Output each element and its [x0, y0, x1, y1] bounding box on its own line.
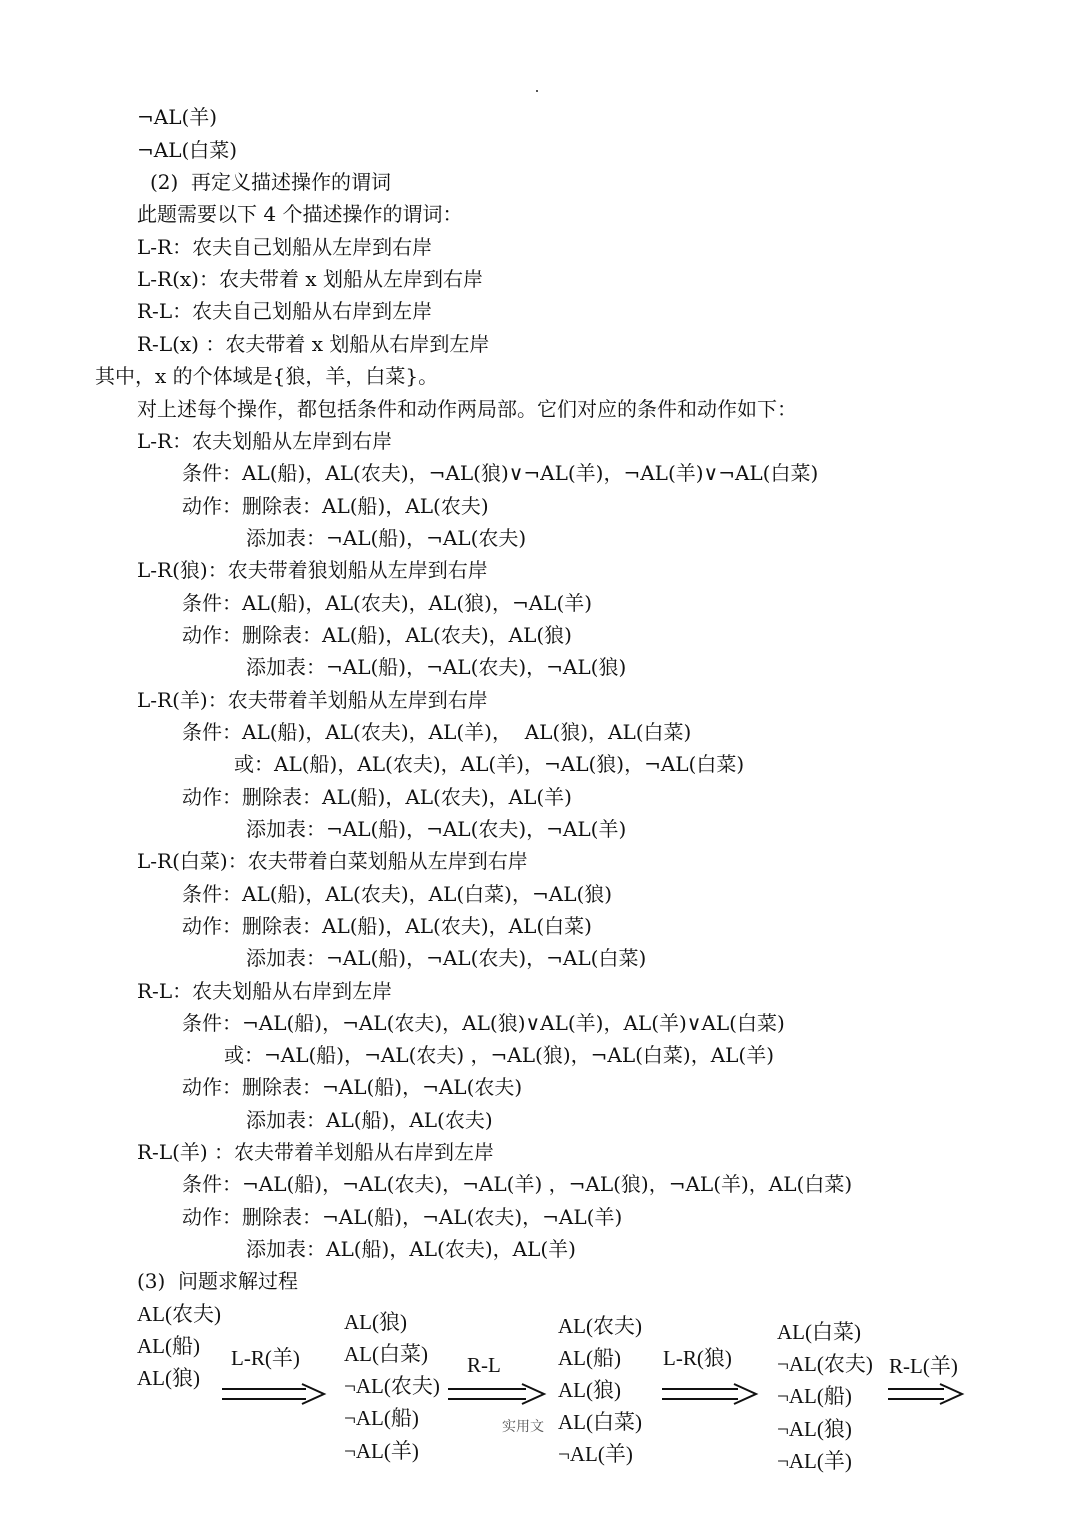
- state-1-fact: ¬AL(船): [344, 1406, 419, 1430]
- text-line: R-L(x) ：农夫带着 x 划船从右岸到左岸: [137, 332, 490, 356]
- condition-line: 条件：AL(船)，AL(农夫)，AL(狼)，¬AL(羊): [182, 591, 593, 615]
- state-2-fact: AL(农夫): [558, 1314, 642, 1338]
- section-heading: (3) 问题求解过程: [137, 1269, 299, 1293]
- action-line: 动作：删除表：AL(船)，AL(农夫): [182, 494, 489, 518]
- condition-line: 条件：¬AL(船)，¬AL(农夫)，AL(狼)∨AL(羊)，AL(羊)∨AL(白菜): [182, 1011, 785, 1035]
- operator-label: R-L: [467, 1353, 501, 1377]
- condition-alt-line: 或：AL(船)，AL(农夫)，AL(羊)，¬AL(狼)，¬AL(白菜): [234, 752, 745, 776]
- operator-heading: L-R(羊)：农夫带着羊划船从左岸到右岸: [137, 688, 488, 712]
- state-0-fact: AL(船): [137, 1334, 200, 1358]
- action-line: 动作：删除表：AL(船)，AL(农夫)，AL(羊): [182, 785, 572, 809]
- text-line: R-L：农夫自己划船从右岸到左岸: [137, 299, 433, 323]
- text-line: 其中，x 的个体域是{狼，羊，白菜}。: [95, 364, 439, 388]
- condition-alt-line: 或：¬AL(船)，¬AL(农夫) ，¬AL(狼)，¬AL(白菜)，AL(羊): [224, 1043, 775, 1067]
- section-heading: (2) 再定义描述操作的谓词: [150, 170, 392, 194]
- state-2-fact: AL(船): [558, 1346, 621, 1370]
- state-3-fact: ¬AL(狼): [777, 1417, 852, 1441]
- text-line: L-R(x)：农夫带着 x 划船从左岸到右岸: [137, 267, 483, 291]
- add-list-line: 添加表：¬AL(船)，¬AL(农夫)，¬AL(狼): [246, 655, 627, 679]
- add-list-line: 添加表：¬AL(船)，¬AL(农夫)，¬AL(白菜): [246, 946, 647, 970]
- double-arrow-icon: [888, 1384, 966, 1406]
- state-0-fact: AL(农夫): [137, 1302, 221, 1326]
- watermark: 实用文: [502, 1419, 544, 1435]
- state-2-fact: ¬AL(羊): [558, 1442, 633, 1466]
- condition-line: 条件：AL(船)，AL(农夫)，¬AL(狼)∨¬AL(羊)，¬AL(羊)∨¬AL(白菜): [182, 461, 819, 485]
- operator-label: L-R(羊): [231, 1346, 300, 1370]
- condition-line: 条件：AL(船)，AL(农夫)，AL(羊)， AL(狼)，AL(白菜): [182, 720, 692, 744]
- state-1-fact: ¬AL(农夫): [344, 1374, 440, 1398]
- state-3-fact: ¬AL(农夫): [777, 1352, 873, 1376]
- state-3-fact: ¬AL(羊): [777, 1449, 852, 1473]
- operator-heading: L-R(狼)：农夫带着狼划船从左岸到右岸: [137, 558, 488, 582]
- state-1-fact: AL(白菜): [344, 1342, 428, 1366]
- double-arrow-icon: [448, 1384, 546, 1406]
- double-arrow-icon: [662, 1384, 758, 1406]
- operator-heading: R-L：农夫划船从右岸到左岸: [137, 979, 393, 1003]
- text-line: ¬AL(白菜): [137, 138, 238, 162]
- operator-heading: R-L(羊) ：农夫带着羊划船从右岸到左岸: [137, 1140, 495, 1164]
- condition-line: 条件：¬AL(船)，¬AL(农夫)，¬AL(羊) ，¬AL(狼)，¬AL(羊)，AL(白菜): [182, 1172, 853, 1196]
- double-arrow-icon: [222, 1384, 326, 1406]
- add-list-line: 添加表：¬AL(船)，¬AL(农夫): [246, 526, 527, 550]
- operator-label: L-R(狼): [663, 1346, 732, 1370]
- operator-heading: L-R：农夫划船从左岸到右岸: [137, 429, 393, 453]
- text-line: 此题需要以下 4 个描述操作的谓词：: [137, 202, 463, 226]
- text-line: L-R：农夫自己划船从左岸到右岸: [137, 235, 433, 259]
- operator-label: R-L(羊): [889, 1354, 958, 1378]
- action-line: 动作：删除表：¬AL(船)，¬AL(农夫)，¬AL(羊): [182, 1205, 623, 1229]
- add-list-line: 添加表：AL(船)，AL(农夫)，AL(羊): [246, 1237, 576, 1261]
- text-line: ¬AL(羊): [137, 105, 218, 129]
- state-2-fact: AL(白菜): [558, 1410, 642, 1434]
- state-1-fact: ¬AL(羊): [344, 1439, 419, 1463]
- state-1-fact: AL(狼): [344, 1310, 407, 1334]
- add-list-line: 添加表：¬AL(船)，¬AL(农夫)，¬AL(羊): [246, 817, 627, 841]
- action-line: 动作：删除表：¬AL(船)，¬AL(农夫): [182, 1075, 523, 1099]
- action-line: 动作：删除表：AL(船)，AL(农夫)，AL(白菜): [182, 914, 592, 938]
- action-line: 动作：删除表：AL(船)，AL(农夫)，AL(狼): [182, 623, 572, 647]
- operator-heading: L-R(白菜)：农夫带着白菜划船从左岸到右岸: [137, 849, 528, 873]
- state-0-fact: AL(狼): [137, 1366, 200, 1390]
- add-list-line: 添加表：AL(船)，AL(农夫): [246, 1108, 493, 1132]
- text-line: 对上述每个操作，都包括条件和动作两局部。它们对应的条件和动作如下：: [137, 397, 797, 421]
- state-3-fact: ¬AL(船): [777, 1384, 852, 1408]
- state-3-fact: AL(白菜): [777, 1320, 861, 1344]
- condition-line: 条件：AL(船)，AL(农夫)，AL(白菜)，¬AL(狼): [182, 882, 613, 906]
- state-2-fact: AL(狼): [558, 1378, 621, 1402]
